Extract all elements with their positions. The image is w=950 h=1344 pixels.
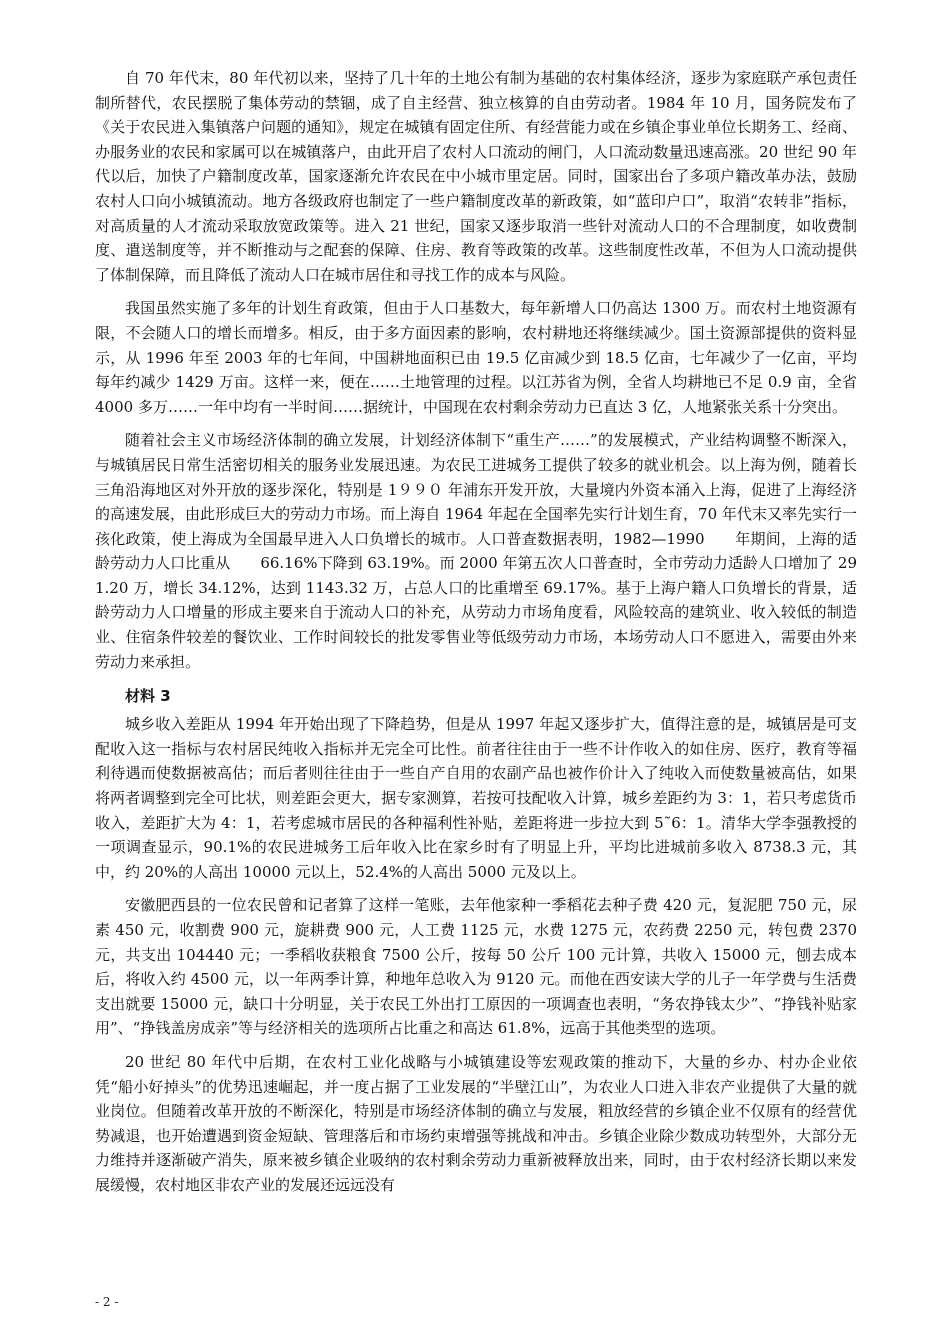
- section-heading: 材料 3: [125, 687, 171, 706]
- paragraph-township-enterprises: 20 世纪 80 年代中后期，在农村工业化战略与小城镇建设等宏观政策的推动下，大量的乡办、村办企业依凭“船小好掉头”的优势迅速崛起，并一度占据了工业发展的“半壁江山”，为农业人口进入非农产业提供了大量的就业岗位。但随着改革开放的不断深化，特别是市场经济体制的确立与发展，粗放经营的乡镇企业不仅原有的经营优势减退，也开始遭遇到资金短缺、管理落后和市场约束增强等挑战和冲击。乡镇企业除少数成功转型外，大部分无力维持并逐渐破产消失，原来被乡镇企业吸纳的农村剩余劳动力重新被释放出来，同时，由于农村经济长期以来发展缓慢，农村地区非农产业的发展还远远没有: [95, 1052, 857, 1194]
- paragraph-household-registration-reform: 自 70 年代末，80 年代初以来，坚持了几十年的土地公有制为基础的农村集体经济，逐步为家庭联产承包责任制所替代，农民摆脱了集体劳动的禁锢，成了自主经营、独立核算的自由劳动者。1984 年 10 月，国务院发布了《关于农民进入集镇落户问题的通知》，规定在城镇有固定住所、有经营能力或在乡镇企事业单位长期务工、经商、办服务业的农民和家属可以在城镇落户，由此开启了农村人口流动的闸门，人口流动数量迅速高涨。20 世纪 90 年代以后，加快了户籍制度改革，国家逐渐允许农民在中小城市里定居。同时，国家出台了多项户籍改革办法，鼓励农村人口向小城镇流动。地方各级政府也制定了一些户籍制度改革的新政策，如“蓝印户口”，取消“农转非”指标，对高质量的人才流动采取放宽政策等。进入 21 世纪，国家又逐步取消一些针对流动人口的不合理制度，如收费制度、遣送制度等，并不断推动与之配套的保障、住房、教育等政策的改革。这些制度性改革，不但为人口流动提供了体制保障，而且降低了流动人口在城市居住和寻找工作的成本与风险。: [95, 69, 857, 284]
- paragraph-income-gap: 城乡收入差距从 1994 年开始出现了下降趋势，但是从 1997 年起又逐步扩大，值得注意的是，城镇居是可支配收入这一指标与农村居民纯收入指标并无完全可比性。前者往往由于一些不计作收入的如住房、医疗，教育等福利待遇而使数据被高估；而后者则往往由于一些自产自用的农副产品也被作价计入了纯收入而使数量被高估，如果将两者调整到完全可比状，则差距会更大，据专家测算，若按可技配收入计算，城乡差距约为 3：1，若只考虑货币收入，差距扩大为 4：1，若考虑城市居民的各种福利性补贴，差距将进一步拉大到 5˜6：1。清华大学李强教授的一项调查显示，90.1%的农民进城务工后年收入比在家乡时有了明显上升，平均比进城前多收入 8738.3 元，其中，约 20%的人高出 10000 元以上，52.4%的人高出 5000 元及以上。: [95, 715, 857, 881]
- paragraph-farmland-shortage: 我国虽然实施了多年的计划生育政策，但由于人口基数大，每年新增人口仍高达 1300 万。而农村土地资源有限，不会随人口的增长而增多。相反，由于多方面因素的影响，农村耕地还将继续减少。国土资源部提供的资料显示，从 1996 年至 2003 年的七年间，中国耕地面积已由 19.5 亿亩减少到 18.5 亿亩，七年减少了一亿亩，平均每年约减少 1429 万亩。这样一来，便在……土地管理的过程。以江苏省为例，全省人均耕地已不足 0.9 亩，全省 4000 多万……一年中均有一半时间……据统计，中国现在农村剩余劳动力已直达 3 亿，人地紧张关系十分突出。: [95, 299, 857, 416]
- paragraph-farmer-accounts: 安徽肥西县的一位农民曾和记者算了这样一笔账，去年他家种一季稻花去种子费 420 元，复泥肥 750 元，尿素 450 元，收割费 900 元，旋耕费 900 元，人工费 1125 元，水费 1275 元，农药费 2250 元，转包费 2370 元，共支出 104440 元；一季稻收获粮食 7500 公斤，按每 50 公斤 100 元计算，共收入 15000 元，刨去成本后，将收入约 4500 元，以一年两季计算，种地年总收入为 9120 元。而他在西安读大学的儿子一年学费与生活费支出就要 15000 元，缺口十分明显，关于农民工外出打工原因的一项调查也表明，“务农挣钱太少”、“挣钱补贴家用”、“挣钱盖房成亲”等与经济相关的选项所占比重之和高达 61.8%，远高于其他类型的选项。: [95, 896, 857, 1038]
- document-body: [95, 66, 857, 1198]
- paragraph-urban-labor-market: 随着社会主义市场经济体制的确立发展，计划经济体制下“重生产……”的发展模式，产业结构调整不断深入，与城镇居民日常生活密切相关的服务业发展迅速。为农民工进城务工提供了较多的就业机会。以上海为例，随着长三角沿海地区对外开放的逐步深化，特别是 1９９０ 年浦东开发开放，大量境内外资本涌入上海，促进了上海经济的高速发展，由此形成巨大的劳动力市场。而上海自 1964 年起在全国率先实行计划生育，70 年代末又率先实行一孩化政策，使上海成为全国最早进入人口负增长的城市。人口普查数据表明，1982—1990 年期间，上海的适龄劳动力人口比重从 66.16%下降到 63.19%。而 2000 年第五次人口普查时，全市劳动力适龄人口增加了 291.20 万，增长 34.12%，达到 1143.32 万，占总人口的比重增至 69.17%。基于上海户籍人口负增长的背景，适龄劳动力人口增量的形成主要来自于流动人口的补充，从劳动力市场角度看，风险较高的建筑业、收入较低的制造业、住宿条件较差的餐饮业、工作时间较长的批发零售业等低级劳动力市场，本场劳动人口不愿进入，需要由外来劳动力来承担。: [95, 431, 857, 671]
- page-number: - 2 -: [95, 1295, 119, 1309]
